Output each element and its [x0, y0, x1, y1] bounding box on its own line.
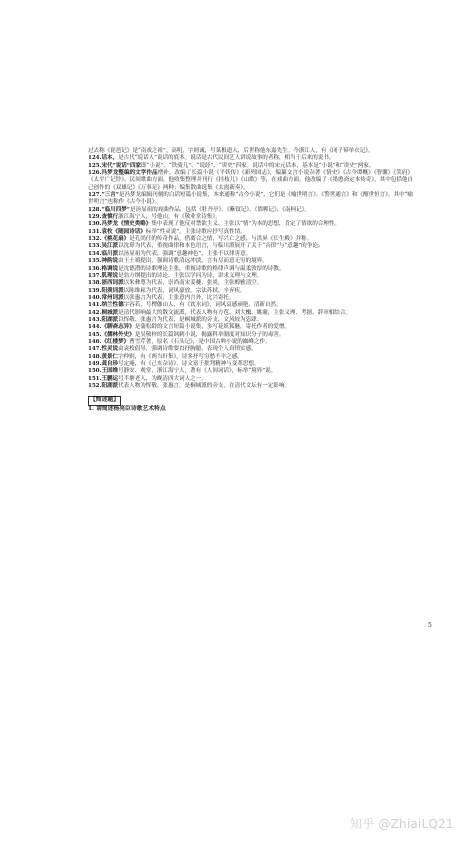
entry-text: 号定庵，有《己亥杂诗》，诗文富于批判精神与变革思想。: [118, 360, 260, 367]
entry-heading: 《红楼梦》: [101, 338, 130, 345]
question-1: 1. 请简述杨亮臣诗歌艺术特点: [88, 405, 166, 412]
list-item: [88, 258, 413, 265]
entry-number: 144.: [88, 324, 102, 331]
entry-text: 是蒲松龄的文言短篇小说集，多写花妖狐魅，寄托作者的爱憎。: [134, 324, 290, 331]
entry-heading: 王国维: [101, 368, 119, 375]
entry-text: 以朱彝尊为代表，崇尚南宋姜夔、张炎，主张醇雅清空。: [123, 280, 263, 287]
entry-text: 增补、改编了长篇小说《平妖传》《新列国志》，编纂文言小说杂著《情史》《古今谭概》《智囊》《笑府》《太平广记钞》，民间歌曲方面，他收集整理并刊行《挂枝儿》《山歌》等，在戏曲方面，他改编了《墨憨斋定本传奇》，其中包括他自己创作的《双雄记》《万事足》两种；编集散曲选集《太霞新奏》。: [88, 170, 413, 191]
entry-text: 由袁枚倡导，强调诗歌要直抒胸臆，表现个人真情实感。: [118, 346, 257, 353]
entry-heading: 常州词派: [101, 294, 124, 301]
entry-number: 130.: [88, 221, 102, 228]
entry-text: 标举“性灵说”，主张诗歌应抒写真性情。: [145, 228, 246, 235]
entry-text: 以陈维崧为代表，词风豪放，宗法苏轼、辛弃疾。: [123, 287, 246, 294]
entry-number: 139.: [88, 287, 102, 294]
entry-text: 曹雪芹著，原名《石头记》，是中国古典小说的巅峰之作。: [129, 338, 271, 345]
entry-number: 140.: [88, 294, 102, 301]
entry-text: 是沈德潜的诗歌理论主张，重视诗歌的格律声调与温柔敦厚的诗教。: [118, 265, 285, 272]
list-item: [88, 346, 413, 353]
entry-heading: 冯梦龙《情史类略》: [101, 221, 152, 228]
entry-text: 即“小说”、“铁骑儿”、“说经”、“讲史”四家。说话中的宋元话本，基本是“小说”和“讲史”两家。: [141, 162, 375, 169]
entry-heading: 《桃花扇》: [101, 236, 130, 243]
entry-text: 是孔尚任的传奇作品，借离合之情，写兴亡之感，与洪昇《长生殿》并称。: [129, 236, 313, 243]
entry-heading: 宋代“说话”四家: [101, 162, 142, 169]
list-item: [88, 243, 413, 250]
entry-text: 以恽敬、张惠言为代表，是桐城派的旁支，文风较为恣肆。: [118, 316, 263, 323]
list-item: [88, 221, 413, 228]
entry-number: 128.: [88, 206, 102, 213]
list-item: [88, 280, 413, 287]
entry-text: 代表人物为恽敬、张惠言，是桐城派的旁支，在清代文坛有一定影响。: [118, 383, 290, 389]
entry-heading: 阳羡词派: [101, 287, 124, 294]
entry-text: 是翁方纲提出的诗论，主张以学问为诗，讲求义理与文理。: [118, 272, 263, 279]
entry-heading: 王鹏运: [101, 375, 119, 382]
section-title: 【简述题】: [88, 396, 121, 406]
entry-text: 由王士禛提出，强调诗歌清远冲淡、言有尽而意无穷的境界。: [118, 258, 268, 265]
list-item: [88, 207, 413, 214]
entry-heading: “三言”: [101, 192, 119, 199]
entry-text: 是古代“说话人”说话的底本。说话是古代民间艺人讲说故事的者称，相当于后来的说书。: [118, 155, 335, 162]
entry-text: 是冯梦龙编辑刊刻的白话短篇小说集，本来通称“古今小说”，它们是《喻世明言》、《警世通言》和《醒世恒言》。其中“喻世明言”也称作《古今小说》。: [88, 192, 413, 206]
entry-text: 字仲则，有《两当轩集》，诗多抒写穷愁不平之感。: [118, 353, 243, 360]
list-item: [88, 155, 413, 162]
list-item: [88, 324, 413, 331]
entry-number: 142.: [88, 309, 102, 316]
entry-number: 149.: [88, 360, 102, 367]
entry-heading: 纳兰性德: [101, 302, 124, 309]
entry-text: 是清代影响最大的散文流派，代表人物有方苞、刘大櫆、姚鼐，主张义理、考据、辞章相结合。: [118, 309, 351, 316]
entry-heading: 阳湖派: [101, 316, 119, 323]
entry-number: 126.: [88, 170, 102, 177]
entry-heading: 桐城派: [101, 309, 119, 316]
entry-number: 145.: [88, 331, 102, 338]
entry-text: 号半塘老人，为晚清四大词人之一。: [118, 375, 207, 382]
page-content: [88, 148, 413, 414]
entry-number: 127.: [88, 192, 102, 199]
entry-number: 151.: [88, 375, 102, 382]
entry-number: 135.: [88, 258, 102, 265]
list-item: [88, 376, 413, 383]
entry-number: 141.: [88, 302, 102, 309]
entry-number: 147.: [88, 346, 102, 353]
entry-text: 字容若，号楞伽山人，有《饮水词》，词风哀感顽艳，清新自然。: [123, 302, 282, 309]
entry-heading: 《儒林外史》: [101, 331, 135, 338]
entry-number: 146.: [88, 338, 102, 345]
entry-heading: 《聊斋志异》: [101, 324, 135, 331]
entry-heading: 查慎行: [101, 214, 119, 221]
entry-number: 129.: [88, 214, 102, 221]
entry-text: 号静安、观堂，浙江海宁人，著有《人间词话》，标举“境界”说。: [118, 368, 277, 375]
entry-heading: 黄景仁: [101, 353, 119, 360]
entry-number: 137.: [88, 272, 102, 279]
entry-heading: “临川四梦”: [101, 206, 130, 213]
entry-text: 以汤显祖为代表，强调“意趣神色”，主张不以律害意。: [118, 250, 252, 257]
entry-heading: 格调说: [101, 265, 119, 272]
watermark: 知乎 @ZhiaiLQ21: [350, 817, 454, 831]
entry-heading: 性灵说: [101, 346, 119, 353]
section-heading: [88, 396, 413, 406]
entry-number: 124.: [88, 155, 102, 162]
entry-heading: 话本，: [101, 155, 119, 162]
entry-number: 133.: [88, 243, 102, 250]
entry-number: 134.: [88, 250, 102, 257]
list-item: [88, 288, 413, 295]
page-number: 5: [428, 622, 432, 629]
entry-text: 以张惠言为代表，主张意内言外，比兴寄托。: [123, 294, 235, 301]
list-item: [88, 332, 413, 339]
entry-number: 150.: [88, 368, 102, 375]
list-item: [88, 383, 413, 390]
entry-number: 143.: [88, 316, 102, 323]
entry-text: 是汤显祖的戏曲作品，包括《牡丹亭》、《紫钗记》、《邯郸记》、《南柯记》。: [129, 206, 310, 213]
list-item: [88, 192, 413, 207]
entry-text: 集中表现了他反对禁欲主义、主张以“情”为本的思想，肯定了情欲的合理性。: [151, 221, 340, 228]
first-line: 过去称《琵琶记》是“南戏之祖”。高明，字则诚，号菜根道人，后世称他东嘉先生。今浙江人，有《闭子幂单衣记》。: [88, 148, 374, 154]
entry-number: 132.: [88, 236, 102, 243]
entry-heading: 袁枚《随园诗话》: [101, 228, 146, 235]
entry-heading: 冯梦龙整编的文学作品: [101, 170, 158, 177]
entry-number: 131.: [88, 228, 102, 235]
entry-number: 152.: [88, 383, 102, 389]
entry-heading: 阳湖派: [101, 383, 119, 389]
entry-text: 是吴敬梓的长篇讽刺小说，揭露科举制度对知识分子的毒害。: [134, 331, 285, 338]
list-item: [88, 163, 413, 170]
entry-list: [88, 155, 413, 390]
entry-text: 浙江海宁人，号他山，有《敬业堂诗集》。: [118, 214, 221, 221]
list-item: [88, 368, 413, 375]
list-item: [88, 266, 413, 273]
entry-number: 136.: [88, 265, 102, 272]
list-item: [88, 170, 413, 192]
entry-number: 148.: [88, 353, 102, 360]
entry-number: 125.: [88, 162, 102, 169]
entry-heading: 浙西词派: [101, 280, 124, 287]
entry-heading: 肌理说: [101, 272, 119, 279]
list-item: [88, 302, 413, 309]
entry-heading: 临川派: [101, 250, 119, 257]
entry-heading: 龚自珍: [101, 360, 119, 367]
list-item: [88, 310, 413, 317]
entry-text: 以沈璟为代表，重视曲律和本色语言，与临川派展开了关于“音律”与“意趣”的争论。: [118, 243, 324, 250]
entry-heading: 神韵说: [101, 258, 119, 265]
entry-heading: 吴江派: [101, 243, 119, 250]
entry-number: 138.: [88, 280, 102, 287]
list-item: [88, 354, 413, 361]
